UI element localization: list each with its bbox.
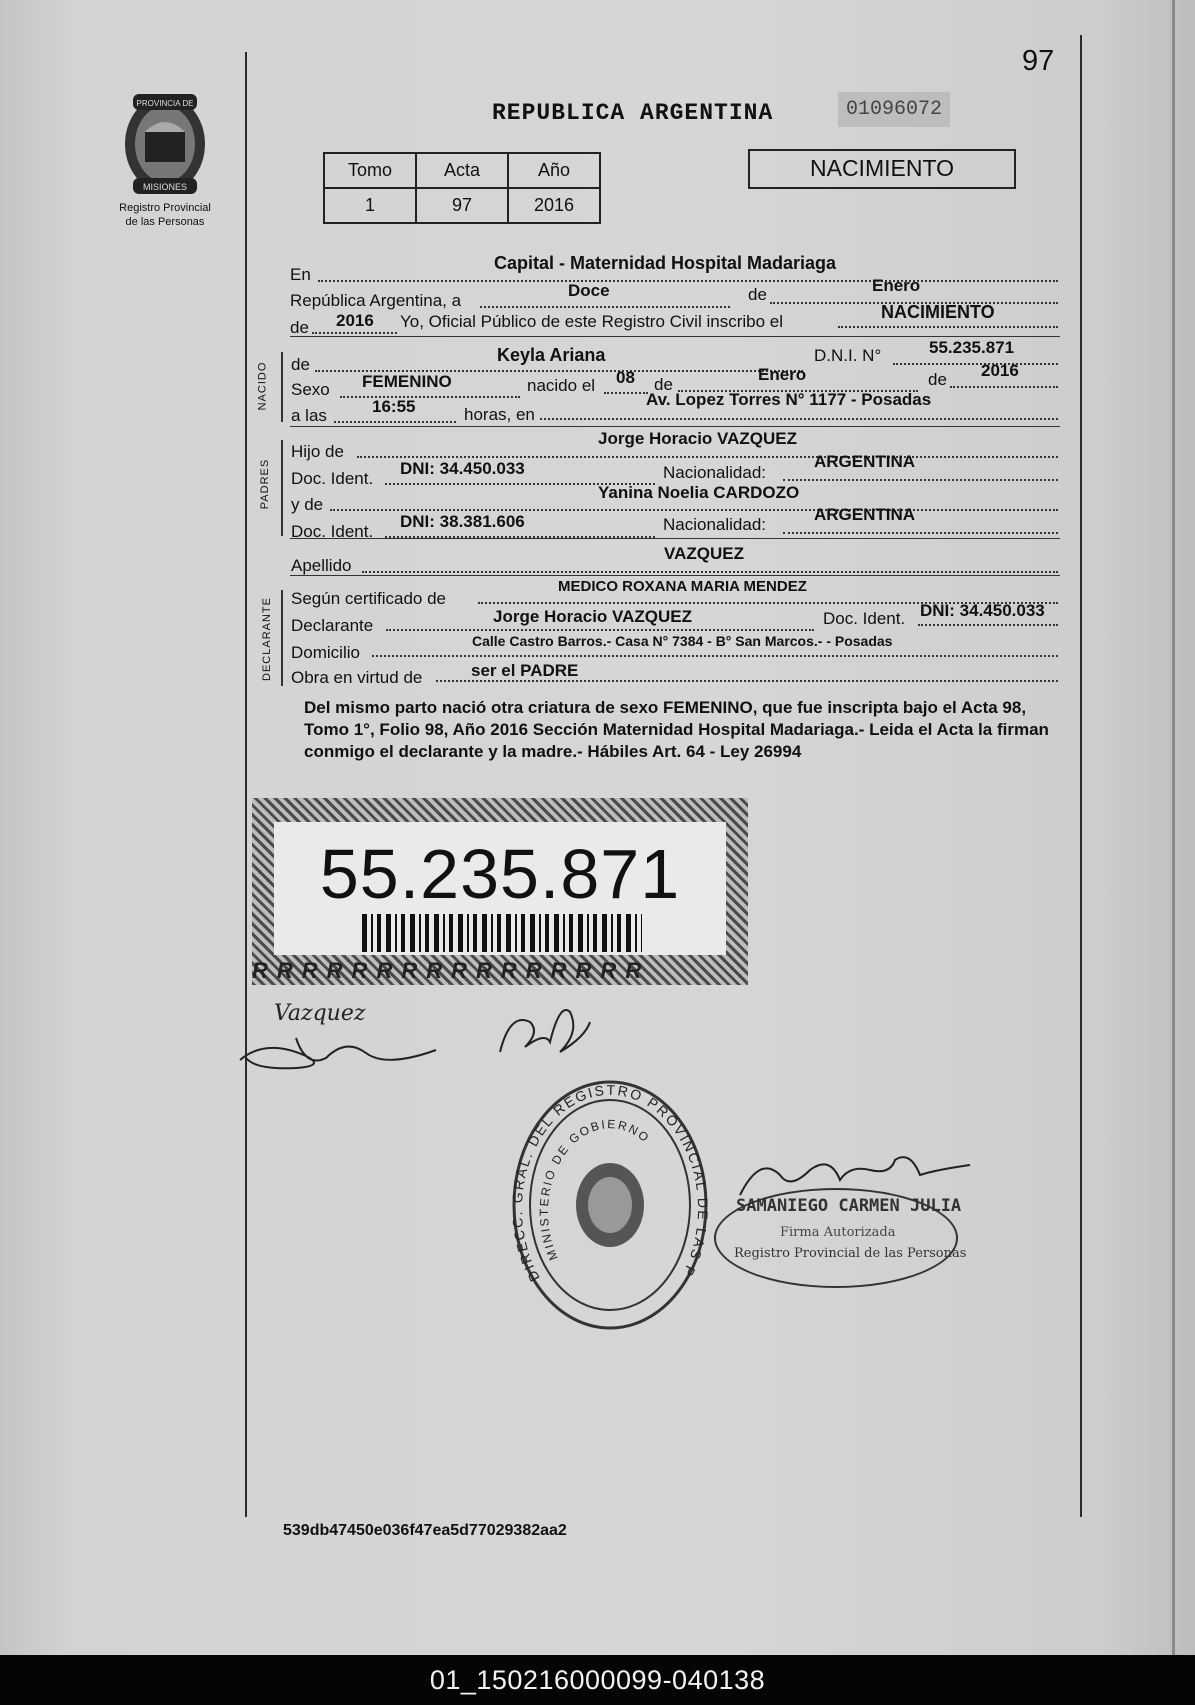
- official-org: Registro Provincial de las Personas: [734, 1246, 967, 1261]
- month-de-label: de: [748, 285, 767, 304]
- mother-doc-label: Doc. Ident.: [291, 522, 374, 541]
- declarante-doc-dots: [918, 606, 1058, 626]
- horas-en-label: horas, en: [464, 405, 535, 424]
- dni-label: D.N.I. N°: [814, 346, 882, 365]
- year-de-label: de: [290, 318, 309, 337]
- mother-name: Yanina Noelia CARDOZO: [598, 483, 800, 502]
- day-value: Doce: [568, 281, 610, 300]
- barcode-label: [274, 822, 726, 955]
- declarante-doc: DNI: 34.450.033: [920, 601, 1045, 620]
- padres-bracket: [281, 440, 283, 536]
- declarante-value: Jorge Horacio VAZQUEZ: [493, 607, 692, 626]
- domicilio-label: Domicilio: [291, 643, 360, 662]
- month-value: Enero: [872, 276, 921, 295]
- stamp-ring-text: DIRECC. GRAL. DEL REGISTRO PROVINCIAL DE LAS P: [510, 1081, 710, 1285]
- barcode-bars: [362, 914, 642, 952]
- edge-line: [1172, 0, 1175, 1655]
- signature-handwritten-name: Vazquez: [274, 1001, 366, 1026]
- segun-label: Según certificado de: [291, 589, 446, 608]
- document-title: REPUBLICA ARGENTINA: [492, 100, 774, 126]
- en-label: En: [290, 265, 311, 284]
- serial-number: 01096072: [838, 92, 950, 127]
- hijo-de-label: Hijo de: [291, 442, 344, 461]
- birth-month: Enero: [758, 365, 807, 384]
- official-name: SAMANIEGO CARMEN JULIA: [736, 1196, 962, 1216]
- right-margin-line: [1080, 35, 1082, 1517]
- sexo-label: Sexo: [291, 380, 330, 399]
- nacido-bracket: [281, 352, 283, 422]
- birth-de-label-1: de: [654, 375, 673, 394]
- mother-nat-label: Nacionalidad:: [663, 515, 767, 534]
- observations-text: Del mismo parto nació otra criatura de sexo FEMENINO, que fue inscripta bajo el Acta 98, Tomo 1°, Folio 98, Año 2016 Sección Maternidad Hospital Madariaga.- Leida el Acta la firman conmigo el declarante y la madre.- Hábiles Art. 64 - Ley 26994: [304, 698, 1049, 761]
- father-nationality: ARGENTINA: [814, 452, 916, 471]
- declarante-bracket: [281, 590, 283, 686]
- mother-signature: [490, 992, 600, 1072]
- document-hash: 539db47450e036f47ea5d77029382aa2: [283, 1522, 567, 1539]
- barcode-number: 55.235.871: [319, 835, 681, 913]
- official-stamp: [510, 1078, 710, 1333]
- barcode-pattern-letters: RRRRRRRRRRRRRRRR: [252, 958, 651, 983]
- logo-caption-1: Registro Provincial: [119, 202, 211, 214]
- rule-1: [290, 336, 1060, 337]
- stamp-inner-text: MINISTERIO DE GOBIERNO: [536, 1117, 653, 1263]
- apellido-label: Apellido: [291, 556, 352, 575]
- inscribo-value: NACIMIENTO: [881, 302, 995, 322]
- birth-time: 16:55: [372, 397, 416, 416]
- rule-2: [290, 426, 1060, 427]
- father-name: Jorge Horacio VAZQUEZ: [598, 429, 797, 448]
- seal-top-text: PROVINCIA DE: [136, 99, 194, 108]
- birth-place: Av. Lopez Torres N° 1177 - Posadas: [646, 390, 932, 409]
- obra-label: Obra en virtud de: [291, 668, 423, 687]
- barcode-block: [252, 798, 748, 985]
- declarante-label: Declarante: [291, 616, 374, 635]
- sexo-value: FEMENINO: [362, 372, 452, 391]
- rule-4: [290, 575, 1060, 576]
- obra-value: ser el PADRE: [471, 661, 579, 680]
- official-role: Firma Autorizada: [780, 1225, 896, 1240]
- seal-bottom-text: MISIONES: [142, 182, 188, 192]
- child-name: Keyla Ariana: [497, 345, 606, 365]
- logo-caption-2: de las Personas: [125, 216, 205, 228]
- header-anio: Año: [508, 153, 600, 188]
- a-las-label: a las: [291, 406, 327, 425]
- footer-id-bar: 01_150216000099-040138: [0, 1655, 1195, 1705]
- province-seal-logo: [115, 92, 215, 202]
- mother-nationality: ARGENTINA: [814, 505, 916, 524]
- declarante-side-label: DECLARANTE: [260, 597, 273, 681]
- header-tomo: Tomo: [324, 153, 416, 188]
- left-margin-line: [245, 52, 247, 1517]
- nacido-de-label: de: [291, 355, 310, 374]
- republica-label: República Argentina, a: [290, 291, 462, 310]
- apellido-value: VAZQUEZ: [664, 544, 744, 563]
- birth-year: 2016: [981, 361, 1019, 380]
- birth-day: 08: [616, 368, 635, 387]
- father-doc: DNI: 34.450.033: [400, 459, 525, 478]
- birth-de-label-2: de: [928, 370, 947, 389]
- domicilio-value: Calle Castro Barros.- Casa N° 7384 - B° San Marcos.- - Posadas: [472, 633, 893, 649]
- segun-value: MEDICO ROXANA MARIA MENDEZ: [558, 578, 807, 595]
- father-nat-label: Nacionalidad:: [663, 463, 767, 482]
- nacido-side-label: NACIDO: [256, 361, 269, 411]
- father-doc-label: Doc. Ident.: [291, 469, 374, 488]
- register-table: [323, 152, 601, 224]
- page-number: 97: [1022, 45, 1055, 77]
- year-value: 2016: [336, 311, 374, 330]
- en-value: Capital - Maternidad Hospital Madariaga: [494, 253, 837, 273]
- value-tomo: 1: [324, 188, 416, 223]
- padres-side-label: PADRES: [259, 458, 272, 510]
- child-dni: 55.235.871: [929, 338, 1015, 357]
- y-de-label: y de: [291, 495, 324, 514]
- act-type-box: NACIMIENTO: [748, 149, 1016, 189]
- value-acta: 97: [416, 188, 508, 223]
- mother-doc: DNI: 38.381.606: [400, 512, 525, 531]
- nacido-el-label: nacido el: [527, 376, 596, 395]
- header-acta: Acta: [416, 153, 508, 188]
- oficial-text: Yo, Oficial Público de este Registro Civil inscribo el: [400, 312, 783, 331]
- declarante-doc-label: Doc. Ident.: [823, 609, 906, 628]
- declarante-signature: [236, 998, 456, 1078]
- value-anio: 2016: [508, 188, 600, 223]
- rule-3: [290, 538, 1060, 539]
